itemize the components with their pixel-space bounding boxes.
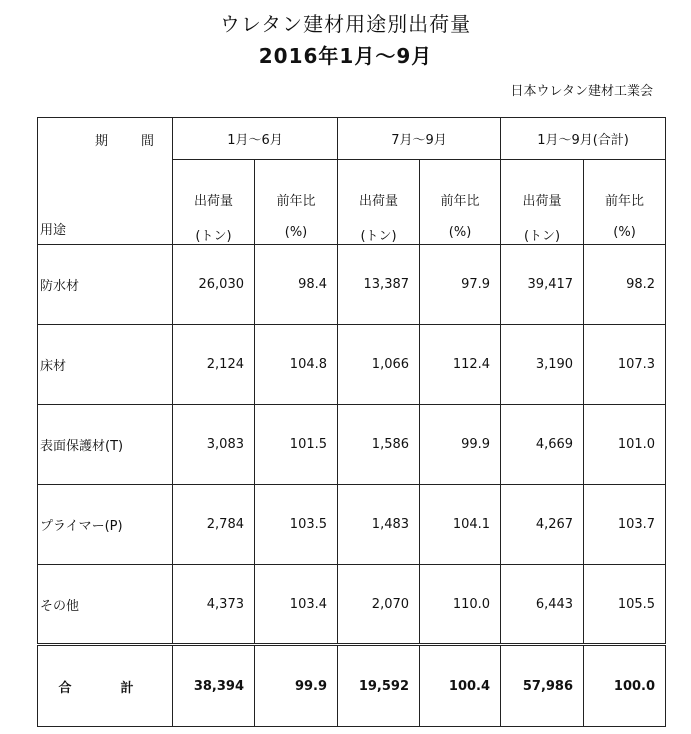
page-subtitle: 2016年1月～9月 xyxy=(258,44,433,68)
qty-header: 出荷量 (トン) xyxy=(338,160,420,245)
table-row xyxy=(38,325,666,405)
table-row xyxy=(38,405,666,485)
table-cell: 2,784 xyxy=(173,485,255,565)
period-header-jan-sep-total: 1月～9月(合計) xyxy=(501,118,666,160)
table-cell: 103.4 xyxy=(255,565,338,645)
total-cell: 19,592 xyxy=(338,645,420,727)
row-label: プライマー(P) xyxy=(38,485,173,565)
row-label: 表面保護材(T) xyxy=(38,405,173,485)
row-label: 床材 xyxy=(38,325,173,405)
table-cell: 110.0 xyxy=(420,565,501,645)
total-cell: 100.0 xyxy=(584,645,666,727)
table-cell: 105.5 xyxy=(584,565,666,645)
table-cell: 1,483 xyxy=(338,485,420,565)
table-cell: 98.4 xyxy=(255,245,338,325)
total-row xyxy=(38,645,666,727)
table-cell: 98.2 xyxy=(584,245,666,325)
period-header-label: 期 間 xyxy=(94,134,164,149)
period-header-jul-sep: 7月～9月 xyxy=(338,118,501,160)
total-cell: 38,394 xyxy=(173,645,255,727)
table-cell: 6,443 xyxy=(501,565,584,645)
table-cell: 4,267 xyxy=(501,485,584,565)
total-cell: 100.4 xyxy=(420,645,501,727)
table-row xyxy=(38,485,666,565)
total-label: 合 計 xyxy=(38,645,173,727)
table-cell: 4,669 xyxy=(501,405,584,485)
table-cell: 103.5 xyxy=(255,485,338,565)
table-row xyxy=(38,245,666,325)
table-cell: 104.8 xyxy=(255,325,338,405)
total-cell: 99.9 xyxy=(255,645,338,727)
row-label: その他 xyxy=(38,565,173,645)
organization-name: 日本ウレタン建材工業会 xyxy=(510,84,653,99)
table-cell: 26,030 xyxy=(173,245,255,325)
table-cell: 104.1 xyxy=(420,485,501,565)
row-label: 防水材 xyxy=(38,245,173,325)
table-cell: 4,373 xyxy=(173,565,255,645)
period-header-jan-jun: 1月～6月 xyxy=(173,118,338,160)
table-cell: 103.7 xyxy=(584,485,666,565)
table-cell: 101.5 xyxy=(255,405,338,485)
table-cell: 1,586 xyxy=(338,405,420,485)
page-title: ウレタン建材用途別出荷量 xyxy=(219,12,472,36)
table-cell: 13,387 xyxy=(338,245,420,325)
table-cell: 2,070 xyxy=(338,565,420,645)
ratio-header: 前年比 (%) xyxy=(255,160,338,245)
table-cell: 1,066 xyxy=(338,325,420,405)
qty-header: 出荷量 (トン) xyxy=(173,160,255,245)
table-cell: 97.9 xyxy=(420,245,501,325)
corner-header-cell xyxy=(38,118,173,245)
ratio-header: 前年比 (%) xyxy=(584,160,666,245)
shipment-table xyxy=(37,117,666,727)
ratio-header: 前年比 (%) xyxy=(420,160,501,245)
table-cell: 39,417 xyxy=(501,245,584,325)
table-cell: 3,083 xyxy=(173,405,255,485)
table-cell: 99.9 xyxy=(420,405,501,485)
table-row xyxy=(38,565,666,645)
table-cell: 112.4 xyxy=(420,325,501,405)
total-cell: 57,986 xyxy=(501,645,584,727)
table-cell: 101.0 xyxy=(584,405,666,485)
table-cell: 3,190 xyxy=(501,325,584,405)
usage-header-label: 用途 xyxy=(40,223,67,238)
qty-header: 出荷量 (トン) xyxy=(501,160,584,245)
table-cell: 2,124 xyxy=(173,325,255,405)
table-cell: 107.3 xyxy=(584,325,666,405)
